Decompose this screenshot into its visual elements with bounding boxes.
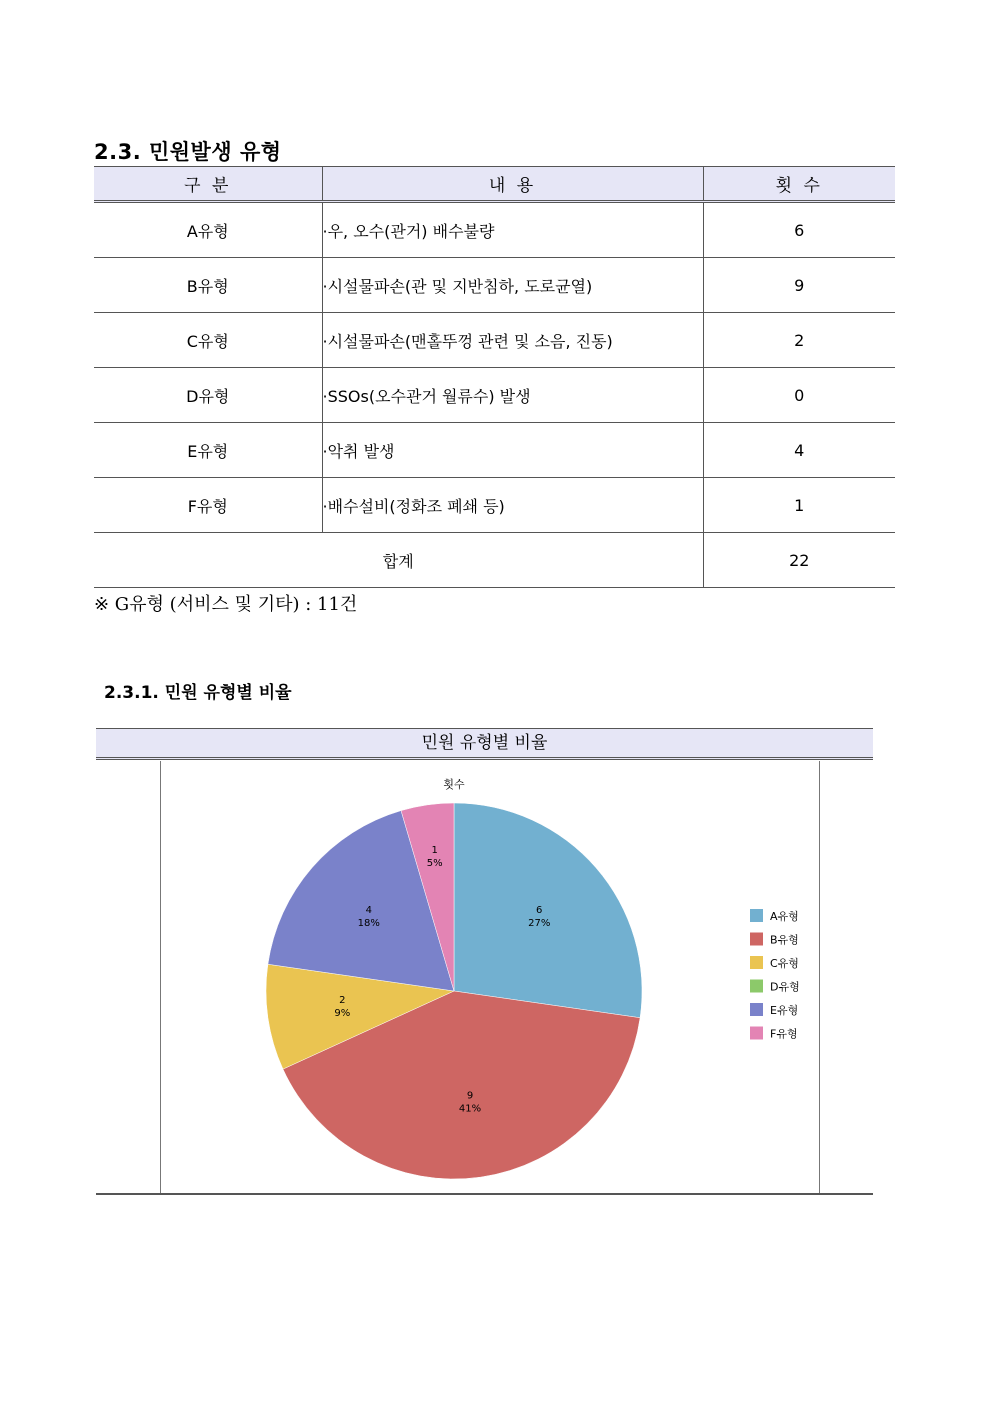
slice-percent-label: 9% [334, 1008, 351, 1020]
total-row [94, 533, 895, 588]
header-content: 내 용 [322, 167, 703, 202]
row-content: ·우, 오수(관거) 배수불량 [322, 202, 703, 258]
slice-percent-label: 27% [528, 918, 551, 930]
legend-label: F유형 [770, 1027, 798, 1041]
row-type: D유형 [94, 368, 322, 423]
row-type: B유형 [94, 258, 322, 313]
table-row [94, 368, 895, 423]
table-row [94, 202, 895, 258]
pie-chart [161, 761, 819, 1193]
legend-swatch [750, 909, 763, 922]
slice-value-label: 6 [536, 905, 543, 917]
table-row [94, 478, 895, 533]
legend-label: D유형 [770, 980, 800, 994]
table-row [94, 313, 895, 368]
total-value: 22 [703, 533, 895, 588]
slice-value-label: 9 [466, 1090, 474, 1102]
legend-swatch [750, 1027, 763, 1040]
footnote: ※ G유형 (서비스 및 기타) : 11건 [94, 594, 358, 615]
chart-title: 횟수 [443, 778, 465, 791]
row-content: ·악취 발생 [322, 423, 703, 478]
header-count: 횟 수 [703, 167, 895, 202]
legend-label: C유형 [770, 957, 799, 970]
header-type: 구 분 [94, 167, 322, 202]
legend-swatch [750, 956, 763, 969]
legend-label: E유형 [770, 1004, 799, 1017]
slice-percent-label: 41% [458, 1103, 482, 1115]
row-type: A유형 [94, 202, 322, 258]
table-row [94, 258, 895, 313]
row-content: ·시설물파손(관 및 지반침하, 도로균열) [322, 258, 703, 313]
row-type: F유형 [94, 478, 322, 533]
slice-value-label: 1 [431, 845, 438, 857]
complaint-type-table [94, 166, 895, 588]
legend-label: A유형 [770, 910, 799, 923]
row-type: C유형 [94, 313, 322, 368]
row-content: ·배수설비(정화조 폐쇄 등) [322, 478, 703, 533]
chart-bottom-rule [96, 1193, 873, 1195]
total-label: 합계 [94, 533, 703, 588]
row-count: 0 [703, 368, 895, 423]
slice-value-label: 2 [339, 995, 346, 1007]
legend-label: B유형 [770, 933, 799, 947]
row-type: E유형 [94, 423, 322, 478]
slice-percent-label: 5% [426, 858, 443, 870]
slice-percent-label: 18% [357, 918, 380, 930]
chart-header: 민원 유형별 비율 [96, 728, 873, 760]
row-count: 2 [703, 313, 895, 368]
row-count: 6 [703, 202, 895, 258]
pie-slice [454, 803, 642, 1018]
subsection-title: 2.3.1. 민원 유형별 비율 [104, 683, 292, 703]
row-content: ·시설물파손(맨홀뚜껑 관련 및 소음, 진동) [322, 313, 703, 368]
legend-swatch [750, 980, 763, 993]
row-count: 4 [703, 423, 895, 478]
chart-frame [160, 761, 820, 1193]
legend-swatch [750, 933, 763, 946]
row-content: ·SSOs(오수관거 월류수) 발생 [322, 368, 703, 423]
section-title: 2.3. 민원발생 유형 [94, 140, 282, 164]
slice-value-label: 4 [365, 905, 372, 917]
table-row [94, 423, 895, 478]
row-count: 1 [703, 478, 895, 533]
legend-swatch [750, 1003, 763, 1016]
row-count: 9 [703, 258, 895, 313]
